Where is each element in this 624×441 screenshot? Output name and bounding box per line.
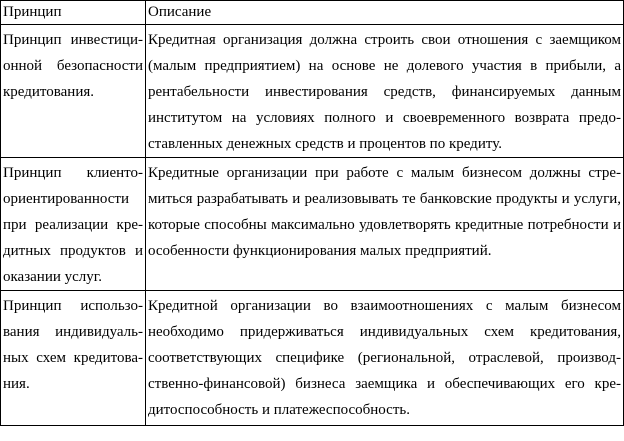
- description-cell: [146, 25, 624, 158]
- table-row: [1, 25, 624, 158]
- description-cell: [146, 291, 624, 426]
- principle-cell: [1, 25, 146, 158]
- description-text: Кредитной организации во взаимоотношениях с малым бизнесом необходимо придерживаться индивидуальных схем кредитования, соответствующих специфике (региональной, отраслевой, производственно-финансовой) бизнеса заемщика и обеспечивающих его кредитоспособность и платежеспособность.: [148, 298, 621, 418]
- table-row: [1, 291, 624, 426]
- principle-cell: [1, 291, 146, 426]
- principle-text: Принцип клиентоориентированности при реализации кредитных продуктов и оказании услуг.: [3, 165, 143, 285]
- principle-cell: [1, 158, 146, 291]
- description-text: Кредитная организация должна строить свои отношения с заемщиком (малым предприятием) на основе не долевого участия в прибыли, а рентабельности инвестирования средств, финансируемых данным институтом на условиях полного и своевременного возврата предоставленных денежных средств и процентов по кредиту.: [148, 32, 621, 152]
- header-description: Описание: [146, 1, 624, 25]
- table-header-row: [1, 1, 624, 25]
- header-principle: Принцип: [1, 1, 146, 25]
- principle-text: Принцип использования индивидуальных схем кредитования.: [3, 298, 143, 392]
- table-row: [1, 158, 624, 291]
- description-text: Кредитные организации при работе с малым бизнесом должны стремиться разрабатывать и реализовывать те банковские продукты и услуги, которые способны максимально удовлетворять кредитные потребности и особенности функционирования малых предприятий.: [148, 165, 621, 259]
- principle-text: Принцип инвестиционной безопасности кредитования.: [3, 32, 143, 100]
- description-cell: [146, 158, 624, 291]
